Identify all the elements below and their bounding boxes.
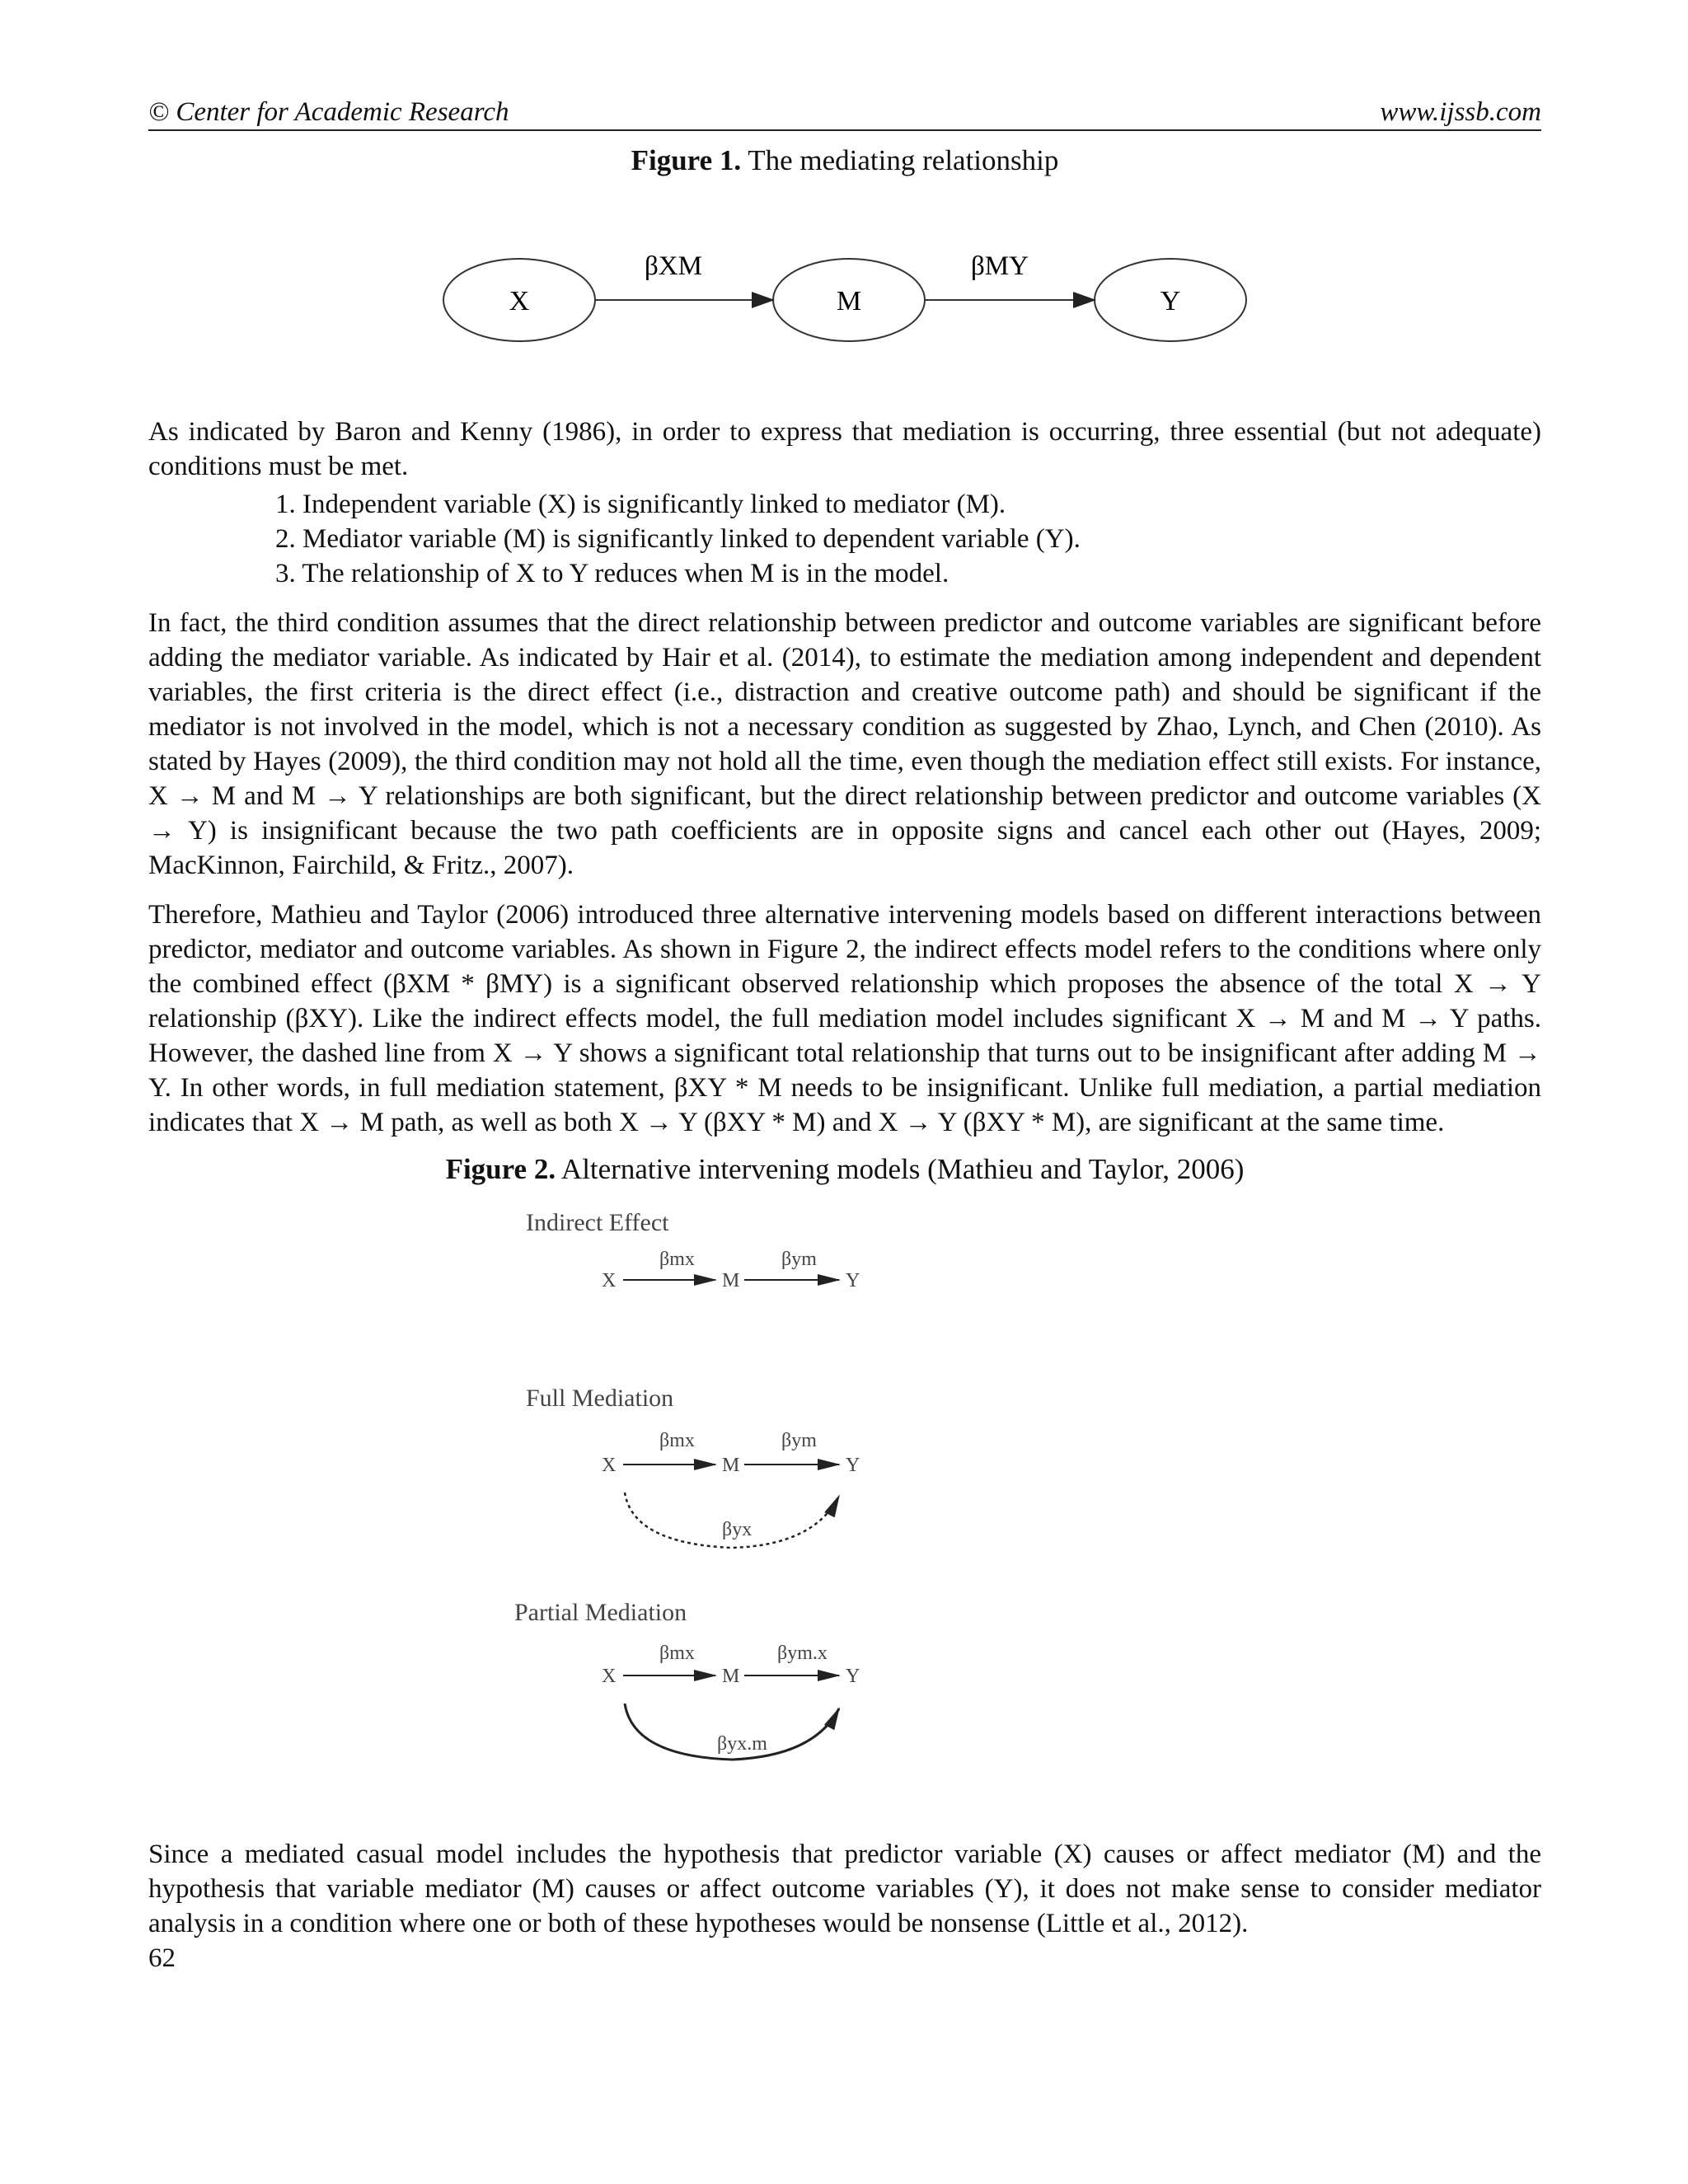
node-m: M bbox=[722, 1270, 740, 1291]
node-y: Y bbox=[846, 1455, 860, 1476]
node-x: X bbox=[602, 1666, 617, 1687]
figure2-title: Alternative intervening models (Mathieu and Taylor, 2006) bbox=[560, 1153, 1245, 1185]
running-header bbox=[148, 97, 1541, 131]
node-m: M bbox=[722, 1666, 740, 1687]
node-m-label: M bbox=[836, 286, 862, 316]
beta-label: βym bbox=[781, 1430, 817, 1451]
node-m: M bbox=[722, 1455, 740, 1476]
panel-indirect-effect bbox=[526, 1209, 860, 1291]
beta-label: βmx bbox=[659, 1249, 695, 1270]
paragraph-intervening-models: Therefore, Mathieu and Taylor (2006) introduced three alternative intervening models based on different interactions between predictor, mediator and outcome variables. As shown in Figure 2, the indirect effects model refers to the conditions where only the combined effect (βXM * βMY) is a significant observed relationship which proposes the absence of the total X → Y relationship (βXY). Like the indirect effects model, the full mediation model includes significant X → M and M → Y paths. However, the dashed line from X → Y shows a significant total relationship that turns out to be insignificant after adding M → Y. In other words, in full mediation statement, βXY * M needs to be insignificant. Unlike full mediation, a partial mediation indicates that X → M path, as well as both X → Y (βXY * M) and X → Y (βXY * M), are significant at the same time. bbox=[148, 900, 1541, 1137]
beta-label: βym bbox=[781, 1249, 817, 1270]
node-x: X bbox=[602, 1270, 617, 1291]
edge-xm-label: βXM bbox=[645, 251, 702, 281]
node-y: Y bbox=[846, 1666, 860, 1687]
paragraph-mediated-model: Since a mediated casual model includes the hypothesis that predictor variable (X) causes or affect mediator (M) and the hypothesis that variable mediator (M) causes or affect outcome variables (Y), it does not make sense to consider mediator analysis in a condition where one or both of these hypotheses would be nonsense (Little et al., 2012). bbox=[148, 1840, 1541, 1938]
page bbox=[148, 97, 1541, 1975]
beta-label: βyx.m bbox=[717, 1733, 767, 1755]
figure1-title: The mediating relationship bbox=[748, 144, 1059, 176]
node-x-label: X bbox=[509, 286, 530, 316]
figure2-label: Figure 2. bbox=[445, 1153, 556, 1185]
panel-full-mediation bbox=[526, 1385, 860, 1548]
beta-label: βym.x bbox=[777, 1643, 828, 1664]
panel-title: Partial Mediation bbox=[514, 1599, 687, 1626]
page-number: 62 bbox=[148, 1943, 176, 1973]
beta-label: βmx bbox=[659, 1430, 695, 1451]
edge-my-label: βMY bbox=[971, 251, 1029, 281]
header-right: www.ijssb.com bbox=[1380, 97, 1541, 127]
conditions-list bbox=[148, 487, 1541, 591]
panel-partial-mediation bbox=[514, 1599, 860, 1760]
header-left: © Center for Academic Research bbox=[148, 97, 509, 127]
panel-title: Indirect Effect bbox=[526, 1209, 669, 1236]
figure1-label: Figure 1. bbox=[631, 144, 742, 176]
beta-label: βmx bbox=[659, 1643, 695, 1664]
panel-title: Full Mediation bbox=[526, 1385, 674, 1412]
paragraph-third-condition: In fact, the third condition assumes that the direct relationship between predictor and outcome variables are significant before adding the mediator variable. As indicated by Hair et al. (2014), to estimate the mediation among independent and dependent variables, the first criteria is the direct effect (i.e., distraction and creative outcome path) and should be significant if the mediator is not involved in the model, which is not a necessary condition as suggested by Zhao, Lynch, and Chen (2010). As stated by Hayes (2009), the third condition may not hold all the time, even though the mediation effect still exists. For instance, X → M and M → Y relationships are both significant, but the direct relationship between predictor and outcome variables (X → Y) is insignificant because the two path coefficients are in opposite signs and cancel each other out (Hayes, 2009; MacKinnon, Fairchild, & Fritz., 2007). bbox=[148, 608, 1541, 880]
figure1-caption bbox=[148, 144, 1541, 177]
condition-item: 3. The relationship of X to Y reduces when M is in the model. bbox=[275, 559, 950, 588]
condition-item: 2. Mediator variable (M) is significantly linked to dependent variable (Y). bbox=[275, 524, 1081, 554]
figure2-diagram bbox=[509, 1206, 1103, 1774]
intro-paragraph: As indicated by Baron and Kenny (1986), in order to express that mediation is occurring, three essential (but not adequate) conditions must be met. bbox=[148, 417, 1541, 481]
node-y: Y bbox=[846, 1270, 860, 1291]
figure2-caption bbox=[148, 1153, 1541, 1186]
beta-label: βyx bbox=[722, 1519, 753, 1540]
node-y-label: Y bbox=[1160, 286, 1181, 316]
node-x: X bbox=[602, 1455, 617, 1476]
condition-item: 1. Independent variable (X) is significantly linked to mediator (M). bbox=[275, 490, 1006, 519]
figure1-diagram bbox=[441, 230, 1249, 345]
